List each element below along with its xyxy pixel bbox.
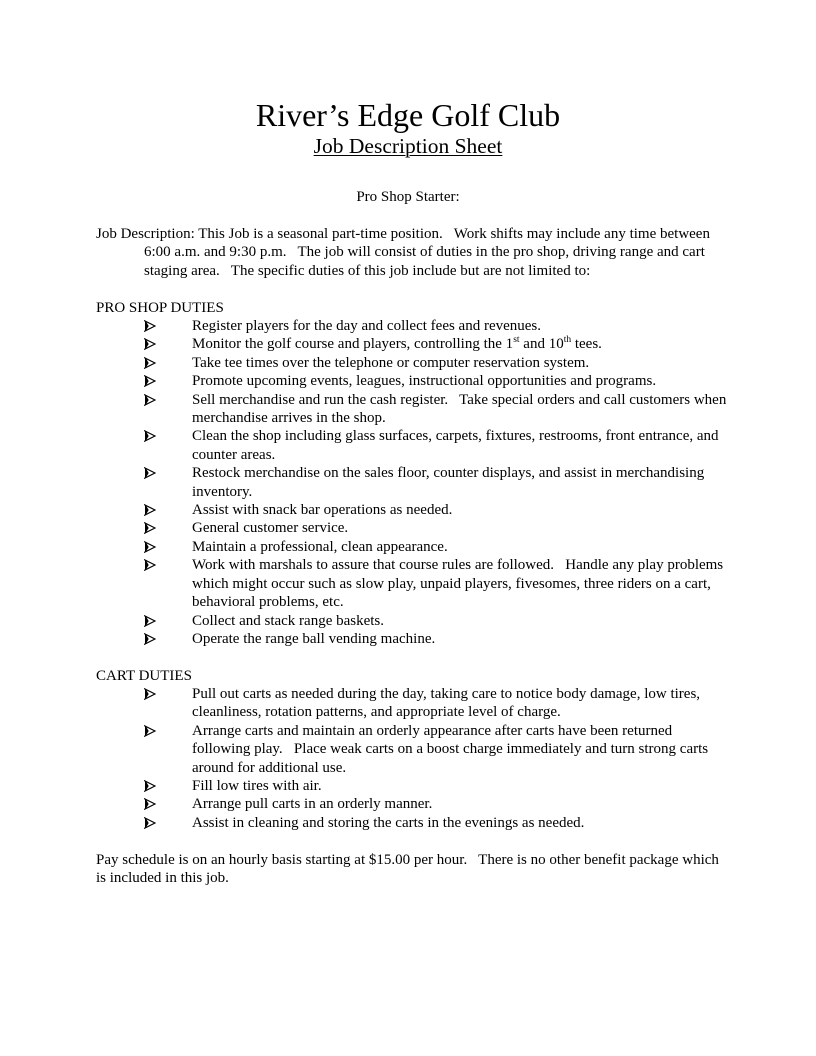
list-item bbox=[144, 777, 734, 795]
list-item bbox=[144, 795, 734, 813]
duty-text: Arrange carts and maintain an orderly appearance after carts have been returned following play. Place weak carts on a boost charge immediately and turn strong carts around for additional use. bbox=[192, 722, 712, 776]
arrowhead-bullet-icon bbox=[144, 538, 158, 556]
cart-duties-heading: CART DUTIES bbox=[96, 668, 192, 684]
duty-text: Restock merchandise on the sales floor, counter displays, and assist in merchandising inventory. bbox=[192, 465, 705, 500]
ordinal-suffix: st bbox=[513, 335, 520, 346]
sheet-subtitle bbox=[0, 133, 816, 159]
duty-text: Register players for the day and collect fees and revenues. bbox=[192, 318, 542, 334]
list-item bbox=[144, 538, 734, 556]
arrowhead-bullet-icon bbox=[144, 519, 158, 537]
arrowhead-bullet-icon bbox=[144, 630, 158, 648]
duty-text: Assist in cleaning and storing the carts in the evenings as needed. bbox=[192, 814, 585, 831]
pro-shop-heading: PRO SHOP DUTIES bbox=[96, 300, 224, 316]
duty-text: Clean the shop including glass surfaces, carpets, fixtures, restrooms, front entrance, and counter areas. bbox=[192, 428, 719, 463]
duty-text-part: Monitor the golf course and players, controlling the 1 bbox=[192, 336, 514, 353]
position-title: Pro Shop Starter: bbox=[356, 189, 460, 205]
arrowhead-bullet-icon bbox=[144, 685, 158, 703]
duty-text: Promote upcoming events, leagues, instructional opportunities and programs. bbox=[192, 373, 657, 390]
pay-schedule-text: Pay schedule is on an hourly basis starting at $15.00 per hour. There is no other benefit package which is included in this job. bbox=[96, 852, 723, 887]
sheet-subtitle-text: Job Description Sheet bbox=[313, 134, 503, 158]
duty-text: Maintain a professional, clean appearance. bbox=[192, 538, 448, 555]
duty-text-part: tees. bbox=[571, 336, 602, 353]
list-item bbox=[144, 722, 734, 777]
job-description bbox=[96, 225, 726, 280]
list-item bbox=[144, 354, 734, 372]
arrowhead-bullet-icon bbox=[144, 391, 158, 409]
duty-text: Sell merchandise and run the cash register. Take special orders and call customers when merchandise arrives in the shop. bbox=[192, 391, 731, 427]
arrowhead-bullet-icon bbox=[144, 722, 158, 740]
arrowhead-bullet-icon bbox=[144, 501, 158, 519]
arrowhead-bullet-icon bbox=[144, 464, 158, 482]
list-item bbox=[144, 317, 734, 335]
cart-duty-list bbox=[144, 685, 734, 832]
arrowhead-bullet-icon bbox=[144, 427, 158, 445]
duty-text: Collect and stack range baskets. bbox=[192, 612, 385, 629]
pro-shop-duty-list bbox=[144, 317, 734, 648]
arrowhead-bullet-icon bbox=[144, 795, 158, 813]
list-item bbox=[144, 427, 734, 464]
list-item bbox=[144, 519, 734, 537]
list-item bbox=[144, 630, 734, 648]
job-description-text: Job Description: This Job is a seasonal part-time position. Work shifts may include any time between 6:00 a.m. and 9:30 p.m. The job will consist of duties in the pro shop, driving range and cart staging area. The specific duties of this job include but are not limited to: bbox=[96, 226, 714, 279]
duty-text: Pull out carts as needed during the day, taking care to notice body damage, low tires, cleanliness, rotation patterns, and appropriate level of charge. bbox=[192, 686, 701, 721]
ordinal-suffix: th bbox=[563, 335, 572, 346]
arrowhead-bullet-icon bbox=[144, 777, 158, 795]
list-item bbox=[144, 391, 734, 428]
duty-text bbox=[192, 336, 602, 352]
duty-text-part: and 10 bbox=[519, 336, 564, 353]
arrowhead-bullet-icon bbox=[144, 814, 158, 832]
arrowhead-bullet-icon bbox=[144, 612, 158, 630]
duty-text: Arrange pull carts in an orderly manner. bbox=[192, 796, 433, 813]
duty-text: Take tee times over the telephone or computer reservation system. bbox=[192, 354, 590, 371]
duty-text: Operate the range ball vending machine. bbox=[192, 630, 436, 647]
arrowhead-bullet-icon bbox=[144, 372, 158, 390]
duty-text: Assist with snack bar operations as needed. bbox=[192, 502, 453, 519]
list-item bbox=[144, 464, 734, 501]
arrowhead-bullet-icon bbox=[144, 317, 158, 335]
duty-text: Work with marshals to assure that course rules are followed. Handle any play problems which might occur such as slow play, unpaid players, fivesomes, three riders on a cart, behavioral problems, etc. bbox=[192, 557, 727, 611]
duty-text: General customer service. bbox=[192, 520, 349, 537]
list-item bbox=[144, 335, 734, 353]
list-item bbox=[144, 685, 734, 722]
duty-text: Fill low tires with air. bbox=[192, 778, 322, 795]
list-item bbox=[144, 501, 734, 519]
arrowhead-bullet-icon bbox=[144, 556, 158, 574]
list-item bbox=[144, 814, 734, 832]
club-title: River’s Edge Golf Club bbox=[255, 97, 561, 133]
arrowhead-bullet-icon bbox=[144, 354, 158, 372]
arrowhead-bullet-icon bbox=[144, 335, 158, 353]
list-item bbox=[144, 372, 734, 390]
list-item bbox=[144, 612, 734, 630]
list-item bbox=[144, 556, 734, 611]
